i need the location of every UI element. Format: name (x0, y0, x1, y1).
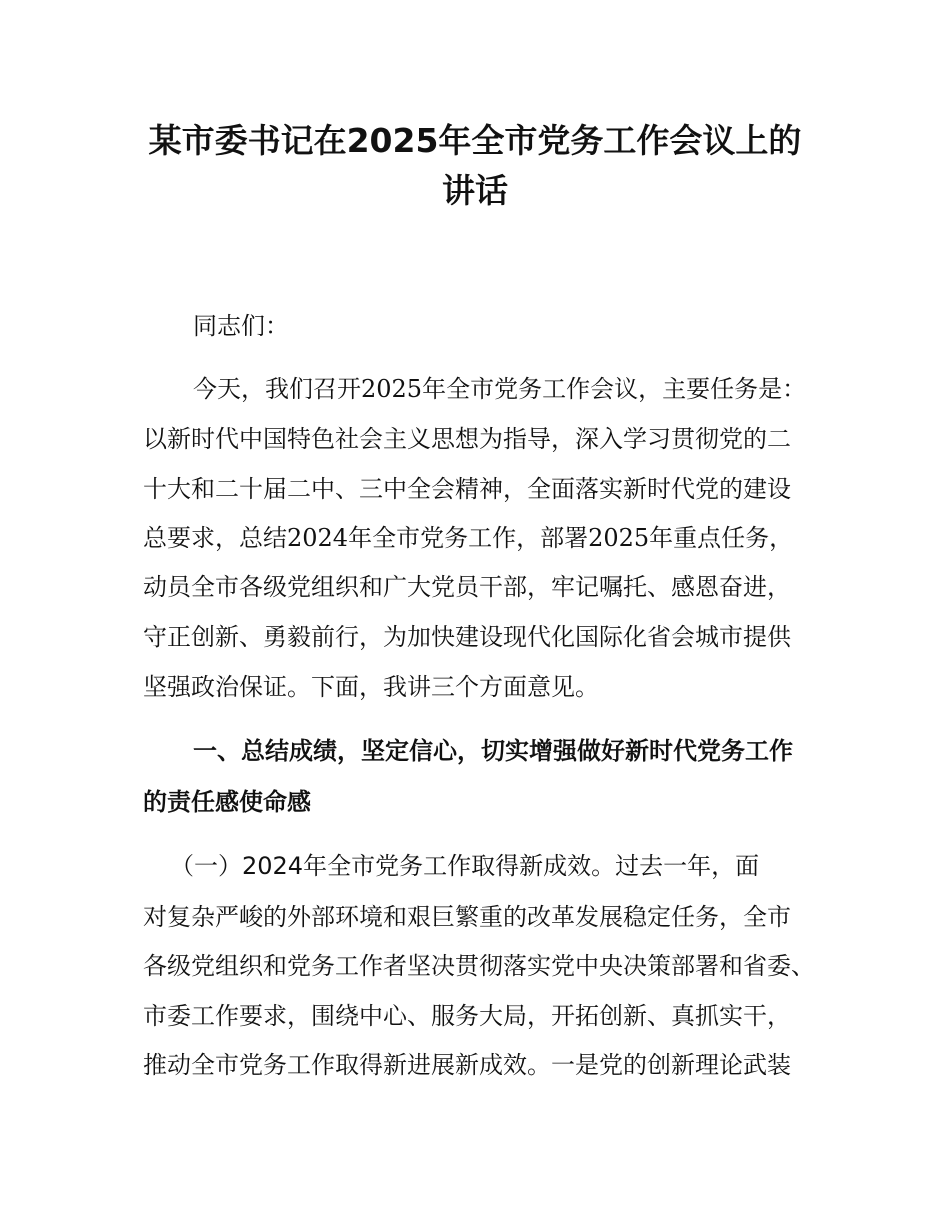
subsection-1-line-2: 对复杂严峻的外部环境和艰巨繁重的改革发展稳定任务，全市 (143, 903, 791, 931)
document-title-line-2: 讲话 (442, 171, 508, 210)
subsection-1-line-4: 市委工作要求，围绕中心、服务大局，开拓创新、真抓实干， (143, 1002, 791, 1030)
intro-line-5: 动员全市各级党组织和广大党员干部，牢记嘱托、感恩奋进， (143, 573, 791, 601)
document-title-line-1: 某市委书记在2025年全市党务工作会议上的 (148, 121, 802, 160)
intro-line-7: 坚强政治保证。下面，我讲三个方面意见。 (143, 673, 599, 701)
subsection-1-lead: （一）2024年全市党务工作取得新成效。 (170, 852, 616, 880)
intro-line-1: 今天，我们召开2025年全市党务工作会议，主要任务是： (193, 375, 807, 403)
section-1-heading-line-2: 的责任感使命感 (143, 788, 311, 816)
subsection-1-line-3: 各级党组织和党务工作者坚决贯彻落实党中央决策部署和省委、 (143, 952, 815, 980)
intro-line-2: 以新时代中国特色社会主义思想为指导，深入学习贯彻党的二 (143, 425, 791, 453)
subsection-1-first-line (170, 851, 759, 881)
subsection-1-lead-rest: 过去一年，面 (615, 852, 760, 880)
intro-line-6: 守正创新、勇毅前行，为加快建设现代化国际化省会城市提供 (143, 623, 791, 651)
intro-line-4: 总要求，总结2024年全市党务工作，部署2025年重点任务， (143, 524, 794, 552)
intro-line-3: 十大和二十届二中、三中全会精神，全面落实新时代党的建设 (143, 475, 791, 503)
section-1-heading-line-1: 一、总结成绩，坚定信心，切实增强做好新时代党务工作 (193, 737, 793, 765)
subsection-1-line-5: 推动全市党务工作取得新进展新成效。一是党的创新理论武装 (143, 1051, 791, 1079)
salutation: 同志们： (193, 312, 289, 340)
